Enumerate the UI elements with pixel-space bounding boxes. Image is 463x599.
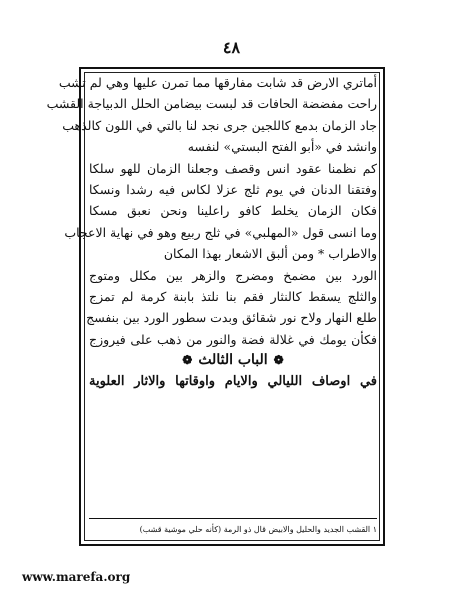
ornament-icon: ❁	[182, 353, 193, 368]
page-number: ٤٨	[222, 38, 241, 57]
body-text	[46, 72, 377, 393]
verse-line: وفتقنا الدنان في يوم ثلج عزلا لكاس فيه رشدا ونسكا	[89, 181, 377, 197]
prose-line: وانشد في «أبو الفتح البستي» لنفسه	[187, 139, 377, 155]
website-watermark: www.marefa.org	[22, 570, 131, 584]
verse-line: الورد بين مضمخ ومضرج والزهر بين مكلل ومتوج	[89, 267, 377, 283]
verse-line: راحت مفضضة الحافات قد لبست بيضامن الحلل الدبياجة القشب	[46, 96, 377, 112]
verse-line: جاد الزمان بدمع كاللجين جرى نجد لنا بالتي في اللون كالذهب	[62, 117, 377, 133]
chapter-subtitle: في اوصاف الليالي والايام واوقاتها والاثار العلوية	[89, 374, 377, 390]
verse-line: طلع النهار ولاح نور شقائق وبدت سطور الورد بين بنفسج	[86, 310, 377, 326]
prose-line: والاطراب * ومن ألبق الاشعار بهذا المكان	[163, 246, 377, 262]
chapter-heading	[89, 350, 377, 371]
footnote-divider	[89, 518, 377, 519]
verse-line: فكأن يومك في غلالة فضة والنور من ذهب على فيروزج	[89, 331, 377, 347]
verse-line: أماتري الارض قد شابت مفارقها مما تمرن عليها وهي لم تشب	[58, 75, 377, 90]
ornament-icon: ❁	[273, 353, 284, 368]
verse-line: فكان الزمان يخلط كافو راعلينا ونحن نعبق مسكا	[89, 203, 377, 219]
prose-line: وما انسى قول «المهلبي» في ثلج ربيع وهو في نهاية الاعجاب	[64, 224, 377, 240]
footnote: ١ القشب الجديد والحليل والابيض قال ذو الرمة (كأنه حلي موشية قشب)	[139, 525, 377, 534]
verse-line: كم نظمنا عقود انس وقصف وجعلنا الزمان للهو سلكا	[89, 160, 377, 176]
chapter-title: الباب الثالث	[198, 352, 268, 369]
verse-line: والثلج يسقط كالنثار فقم بنا نلتذ بابنة كرمة لم تمزج	[89, 288, 377, 304]
